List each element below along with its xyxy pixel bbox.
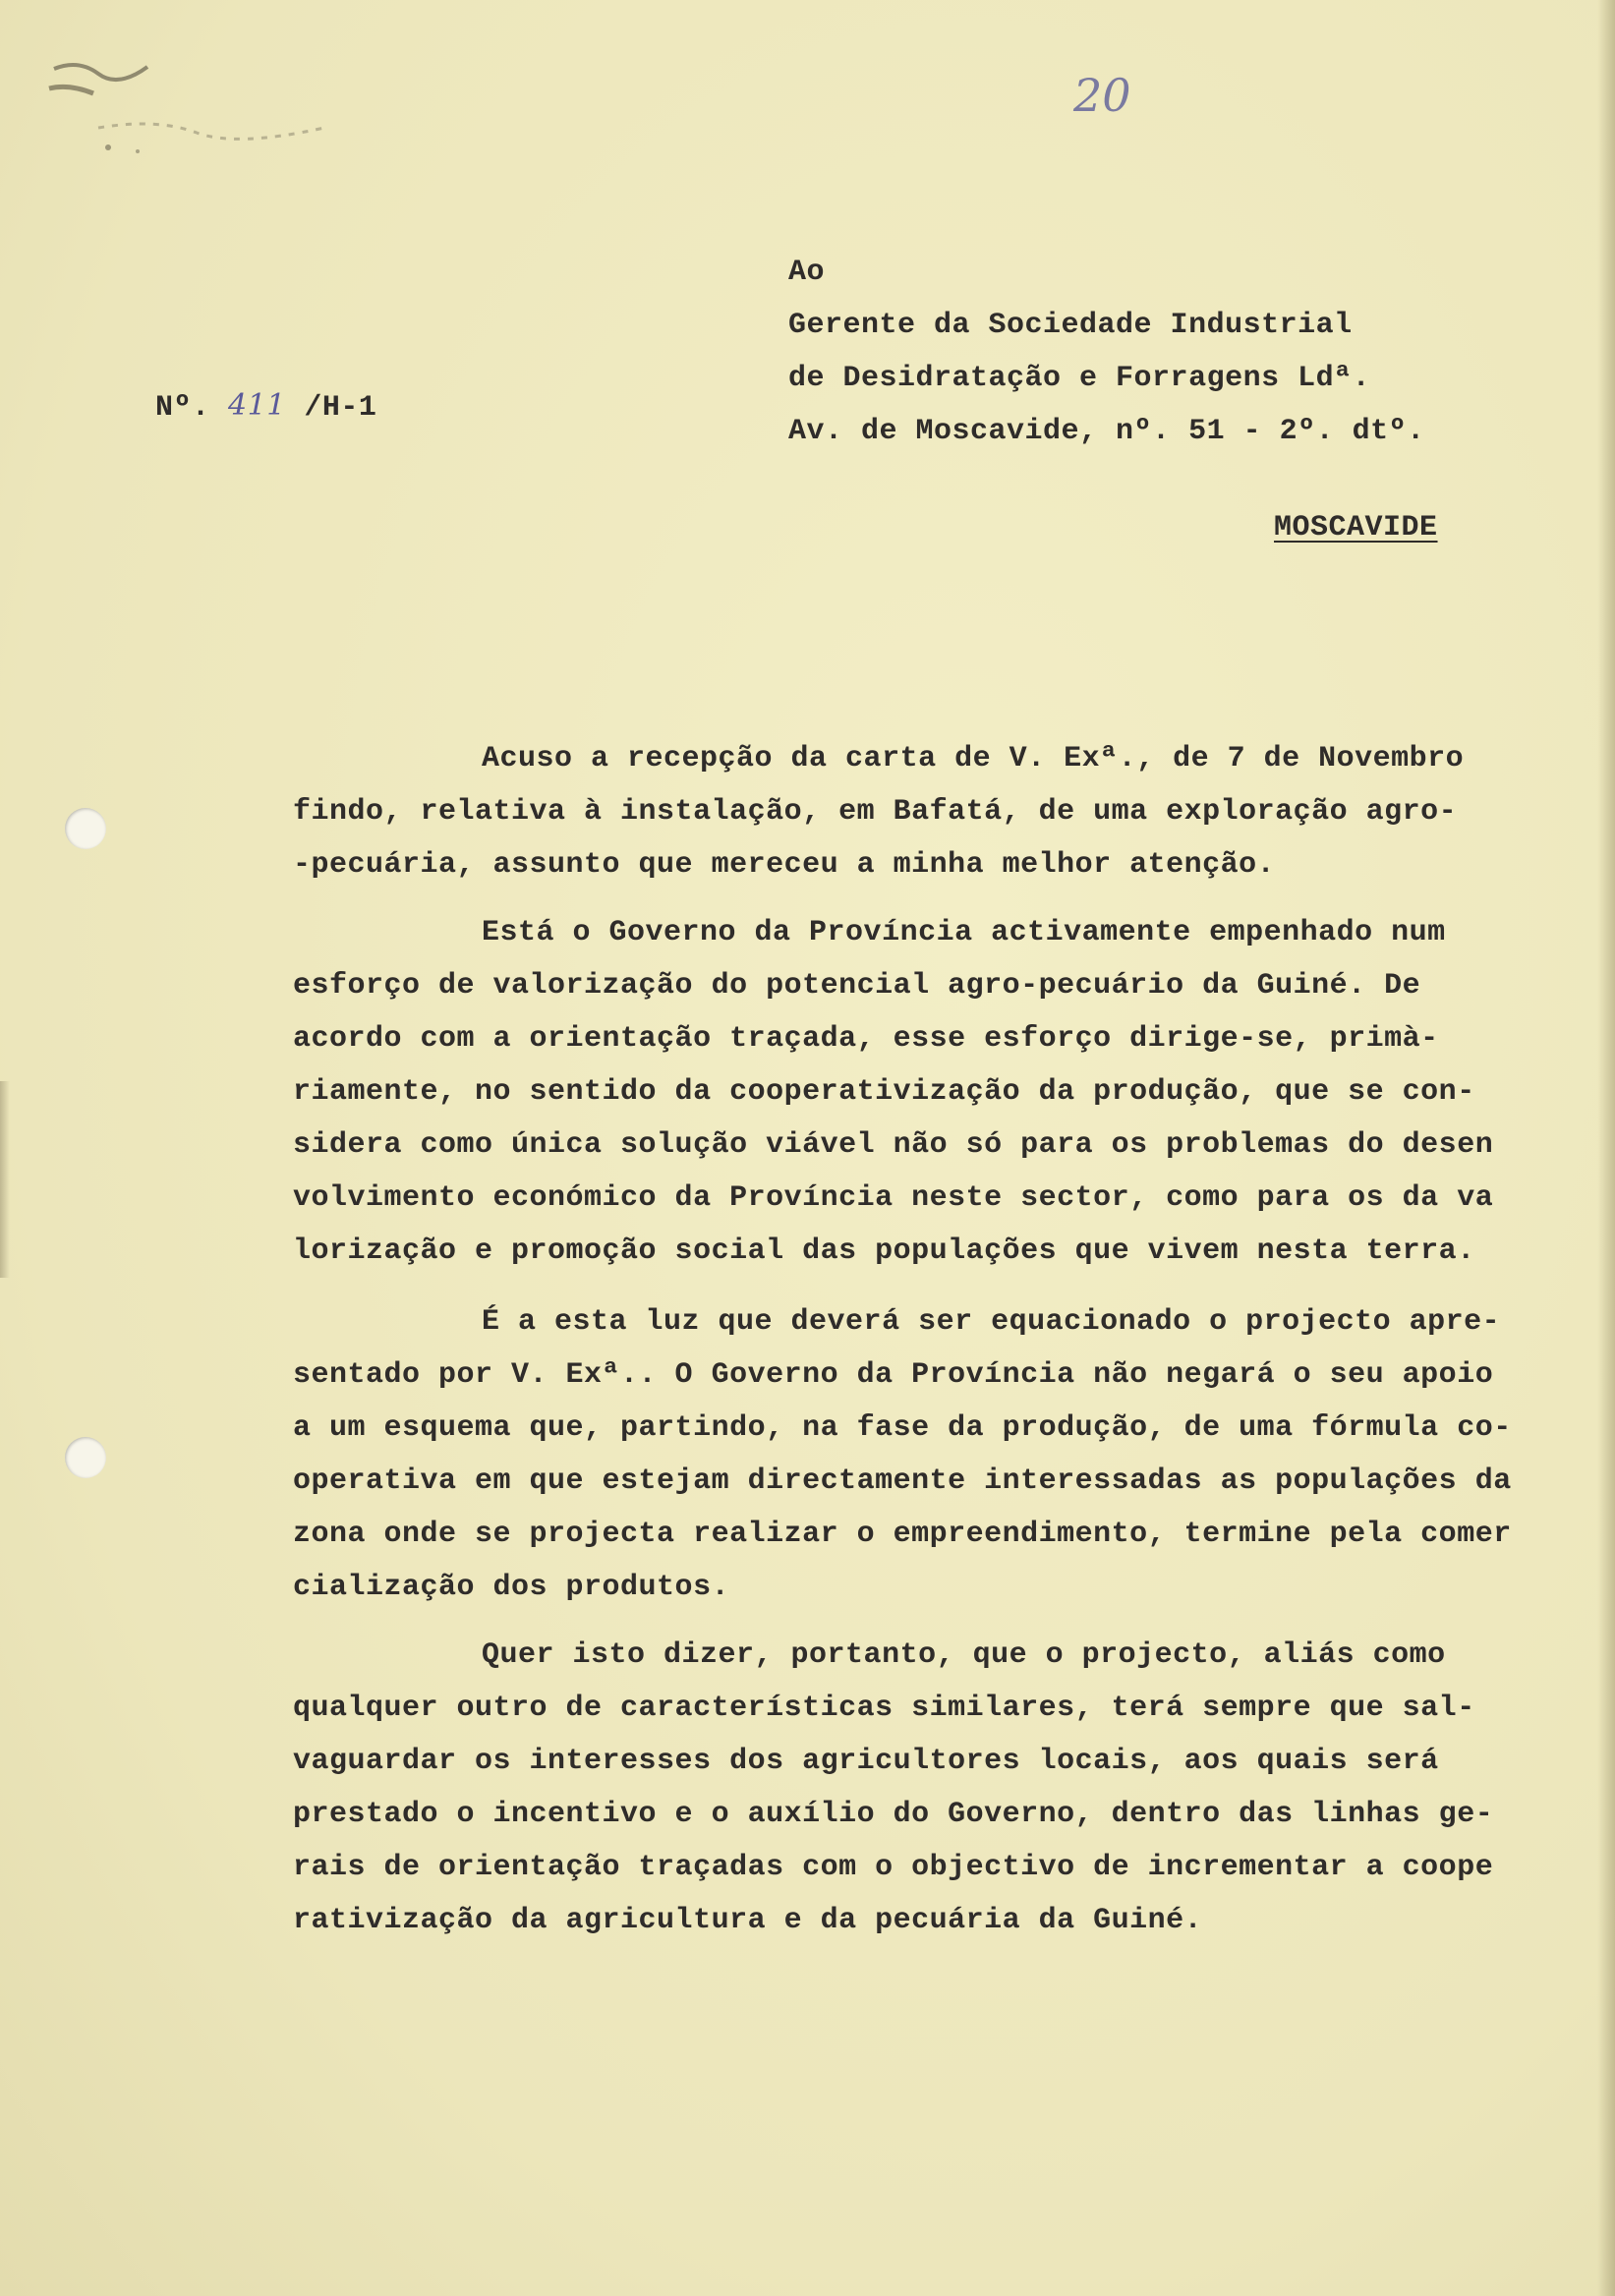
page-number-handwritten: 20 [1073, 69, 1131, 122]
recipient-line: Av. de Moscavide, nº. 51 - 2º. dtº. [788, 415, 1425, 448]
reference-suffix: /H-1 [304, 391, 377, 425]
page-fold-shadow [0, 1081, 10, 1278]
punch-hole [65, 1437, 106, 1478]
text-line: -pecuária, assunto que mereceu a minha melhor atenção. [293, 848, 1276, 882]
text-line: lorização e promoção social das populações que vivem nesta terra. [293, 1234, 1475, 1268]
recipient-line: Gerente da Sociedade Industrial [788, 309, 1353, 342]
text-line: volvimento económico da Província neste sector, como para os da va [293, 1181, 1494, 1215]
recipient-place: MOSCAVIDE [1274, 511, 1438, 545]
text-line: findo, relativa à instalação, em Bafatá, de uma exploração agro- [293, 795, 1458, 829]
text-line: qualquer outro de características similares, terá sempre que sal- [293, 1692, 1475, 1725]
text-line: prestado o incentivo e o auxílio do Governo, dentro das linhas ge- [293, 1798, 1494, 1831]
text-line: Quer isto dizer, portanto, que o projecto, aliás como [482, 1638, 1446, 1672]
text-line: a um esquema que, partindo, na fase da produção, de uma fórmula co- [293, 1411, 1512, 1445]
text-line: operativa em que estejam directamente interessadas as populações da [293, 1464, 1512, 1498]
ink-smudge-mark [39, 49, 334, 157]
recipient-address [788, 246, 1425, 458]
text-line: Acuso a recepção da carta de V. Exª., de 7 de Novembro [482, 742, 1465, 775]
paragraph [293, 906, 1581, 1278]
letter-body [293, 1629, 1581, 1947]
text-line: sidera como única solução viável não só para os problemas do desen [293, 1128, 1494, 1162]
recipient-line: de Desidratação e Forragens Ldª. [788, 362, 1371, 395]
text-line: vaguardar os interesses dos agricultores locais, aos quais será [293, 1745, 1439, 1778]
reference-number-handwritten: 411 [228, 388, 286, 423]
letter-body [293, 1295, 1581, 1614]
reference-prefix: Nº. [155, 391, 210, 425]
page-edge-shadow [1597, 0, 1615, 2296]
text-line: acordo com a orientação traçada, esse esforço dirige-se, primà- [293, 1022, 1439, 1056]
text-line: sentado por V. Exª.. O Governo da Província não negará o seu apoio [293, 1358, 1494, 1392]
text-line: cialização dos produtos. [293, 1571, 730, 1604]
text-line: Está o Governo da Província activamente empenhado num [482, 916, 1446, 949]
paragraph [293, 732, 1581, 891]
text-line: rativização da agricultura e da pecuária da Guiné. [293, 1904, 1203, 1937]
paragraph [293, 1295, 1581, 1614]
text-line: É a esta luz que deverá ser equacionado o projecto apre- [482, 1305, 1501, 1339]
letter-body [293, 906, 1581, 1278]
text-line: zona onde se projecta realizar o empreendimento, termine pela comer [293, 1518, 1512, 1551]
text-line: esforço de valorização do potencial agro-pecuário da Guiné. De [293, 969, 1421, 1003]
punch-hole [65, 808, 106, 849]
recipient-line: Ao [788, 256, 826, 289]
text-line: riamente, no sentido da cooperativização da produção, que se con- [293, 1075, 1475, 1109]
reference-number [155, 388, 376, 425]
letter-body [293, 732, 1581, 891]
paragraph [293, 1629, 1581, 1947]
text-line: rais de orientação traçadas com o objectivo de incrementar a coope [293, 1851, 1494, 1884]
